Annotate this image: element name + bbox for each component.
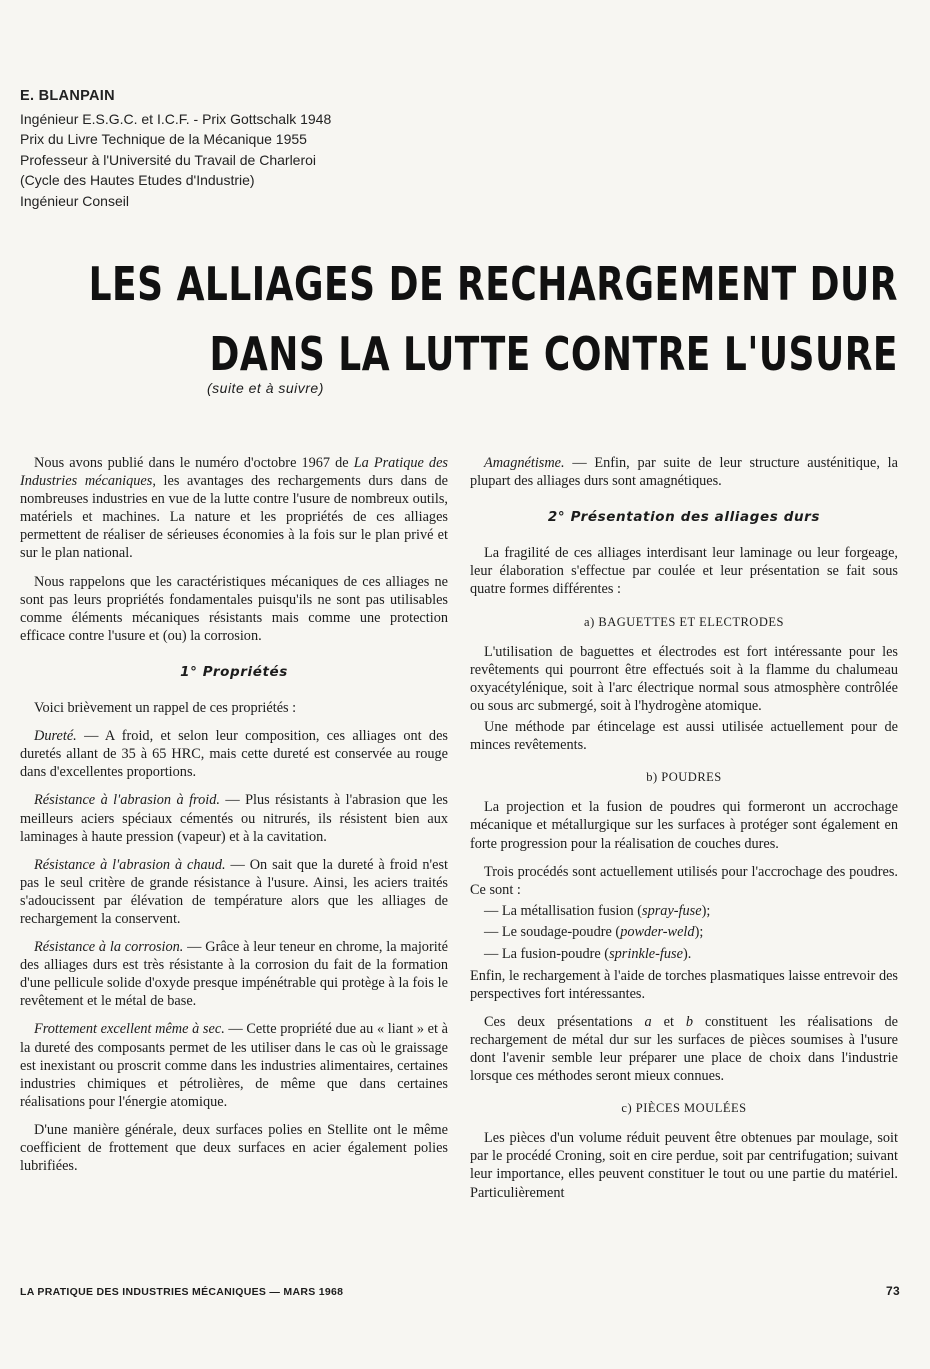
author-credential-3: Professeur à l'Université du Travail de Charleroi <box>20 151 317 168</box>
list-item: — Le soudage-poudre (powder-weld); <box>484 923 898 941</box>
author-credential-2: Prix du Livre Technique de la Mécanique 1955 <box>20 131 307 147</box>
publication-reference: La Pratique des Industries mécaniques <box>20 455 448 490</box>
right-column <box>470 454 898 1212</box>
subheading-baguettes: a) BAGUETTES ET ELECTRODES <box>584 614 784 629</box>
process-list <box>470 902 898 963</box>
property-term: Dureté. <box>34 728 77 745</box>
list-item: — La métallisation fusion (spray-fuse); <box>484 902 898 920</box>
title-line-2: DANS LA LUTTE CONTRE L'USURE <box>209 328 898 382</box>
paragraph: La projection et la fusion de poudres qui formeront un accrochage mécanique et métallurgique sur les surfaces à protéger sont également en forte progression pour la réalisation de couches dures. <box>470 799 898 852</box>
article-title <box>89 250 898 390</box>
paragraph: Trois procédés sont actuellement utilisés pour l'accrochage des poudres. Ce sont : <box>470 863 898 898</box>
author-credential-4: (Cycle des Hautes Etudes d'Industrie) <box>20 172 255 188</box>
property-durete: Dureté. — A froid, et selon leur composition, ces alliages ont des duretés allant de 35 à 65 HRC, mais cette dureté est conservée au rouge dans d'excellentes proportions. <box>20 728 448 781</box>
paragraph: La fragilité de ces alliages interdisant leur laminage ou leur forgeage, leur élaboration s'effectue par coulée et leur présentation se fait sous quatre formes différentes : <box>470 545 898 598</box>
subheading-pieces-moulees: c) PIÈCES MOULÉES <box>621 1101 747 1116</box>
author-block <box>20 86 480 211</box>
subheading-poudres: b) POUDRES <box>646 770 722 785</box>
property-term: Frottement excellent même à sec. <box>34 1021 225 1038</box>
paragraph: Nous rappelons que les caractéristiques mécaniques de ces alliages ne sont pas leurs propriétés fondamentales puisqu'ils ne sont pas utilisables comme éléments mécaniques résistants mais comme une protection efficace contre l'usure et (ou) la corrosion. <box>20 573 448 644</box>
left-column <box>20 454 448 1185</box>
title-line-1: LES ALLIAGES DE RECHARGEMENT DUR <box>88 258 898 312</box>
list-item: — La fusion-poudre (sprinkle-fuse). <box>484 945 898 963</box>
paragraph: Enfin, le rechargement à l'aide de torches plasmatiques laisse entrevoir des perspectives fort intéressantes. <box>470 967 898 1002</box>
paragraph: Voici brièvement un rappel de ces propriétés : <box>34 700 297 717</box>
author-credential-5: Ingénieur Conseil <box>20 192 129 209</box>
author-name: E. BLANPAIN <box>20 88 115 104</box>
intro-paragraph: Nous avons publié dans le numéro d'octobre 1967 de La Pratique des Industries mécaniques, les avantages des rechargements durs dans de nombreuses industries en vue de la lutte contre l'usure de nombreux outils, matériels et machines. La nature et les propriétés de ces alliages permettent de réaliser de sérieuses économies à la fois sur le plan privé et sur le plan national. <box>20 455 448 562</box>
property-abrasion-froid: Résistance à l'abrasion à froid. — Plus résistants à l'abrasion que les meilleurs aciers spéciaux cémentés ou nitrurés, ils résistent bien aux laminages à haute pression (vapeur) et à la cavitation. <box>20 792 448 845</box>
paragraph: Ces deux présentations a et b constituent les réalisations de rechargement de métal dur sur les surfaces de pièces soumises à l'usure dont l'avenir semble leur préparer une place de choix dans l'industrie lorsque ces méthodes seront mieux connues. <box>470 1013 898 1085</box>
property-term: Résistance à l'abrasion à chaud. <box>34 856 226 873</box>
section-heading-presentation: 2° Présentation des alliages durs <box>547 509 821 526</box>
paragraph: Une méthode par étincelage est aussi utilisée actuellement pour de minces revêtements. <box>470 719 898 754</box>
property-amagnetisme: Amagnétisme. — Enfin, par suite de leur structure austénitique, la plupart des alliages durs sont amagnétiques. <box>470 455 898 490</box>
property-term: Résistance à l'abrasion à froid. <box>34 792 220 809</box>
property-corrosion: Résistance à la corrosion. — Grâce à leur teneur en chrome, la majorité des alliages durs est très résistante à la corrosion du fait de la formation d'une pellicule solide d'oxyde presque impénétrable qui protège à la fois le revêtement et le métal de base. <box>20 939 448 1010</box>
page-number: 73 <box>886 1284 900 1298</box>
author-credential-1: Ingénieur E.S.G.C. et I.C.F. - Prix Gottschalk 1948 <box>20 110 332 127</box>
paragraph: L'utilisation de baguettes et électrodes est fort intéressante pour les revêtements qui pourront être effectués soit à la flamme du chalumeau oxyacétylénique, soit à l'arc électrique normal sous atmosphère contrôlée ou sous arc submergé, soit à l'hydrogène atomique. <box>470 643 898 714</box>
property-abrasion-chaud: Résistance à l'abrasion à chaud. — On sait que la dureté à froid n'est pas le seul critère de grande résistance à l'usure. Ainsi, les aciers traités s'adoucissent par élévation de température alors que les alliages de rechargement la conservent. <box>20 856 449 927</box>
article-subtitle: (suite et à suivre) <box>207 380 324 396</box>
footer-publication: LA PRATIQUE DES INDUSTRIES MÉCANIQUES — MARS 1968 <box>20 1286 344 1298</box>
section-heading-properties: 1° Propriétés <box>180 663 288 680</box>
property-term: Résistance à la corrosion. <box>34 939 184 956</box>
paragraph: Les pièces d'un volume réduit peuvent être obtenues par moulage, soit par le procédé Croning, soit en cire perdue, soit par centrifugation; suivant leur importance, elles peuvent constituer le tout ou une partie du matériel. Particulièrement <box>470 1130 898 1201</box>
paragraph: D'une manière générale, deux surfaces polies en Stellite ont le même coefficient de frottement que deux surfaces en acier également polies lubrifiées. <box>20 1121 448 1175</box>
property-term: Amagnétisme. <box>484 455 565 471</box>
property-frottement: Frottement excellent même à sec. — Cette propriété due au « liant » et à la dureté des composants permet de les utiliser dans le cas où le graissage est inexistant ou proscrit comme dans les industries alimentaires, certaines industries chimiques et pétrolières, de même que dans certaines réalisations pour l'énergie atomique. <box>20 1021 448 1110</box>
